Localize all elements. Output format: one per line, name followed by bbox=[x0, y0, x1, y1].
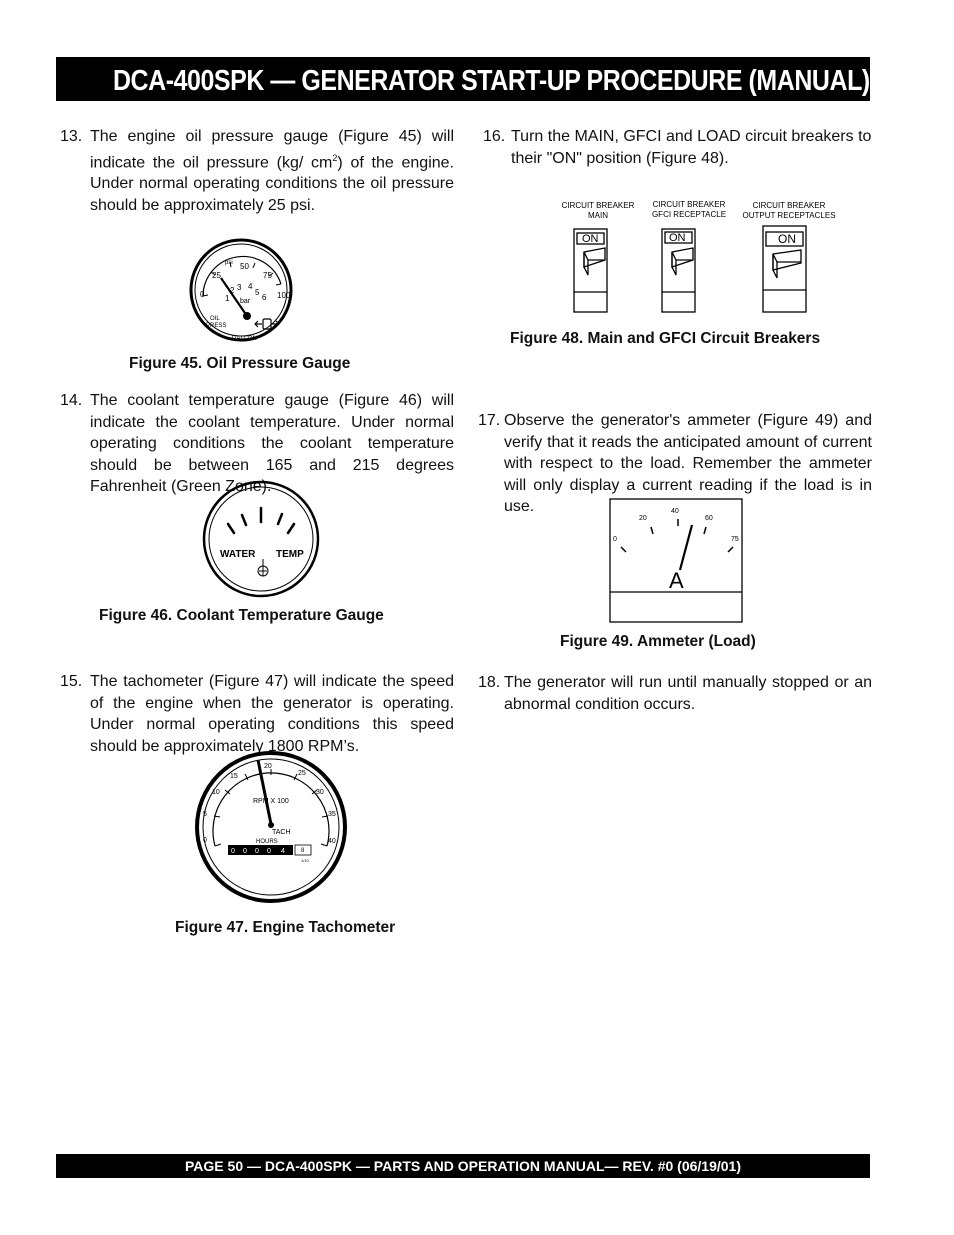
page-footer: PAGE 50 — DCA-400SPK — PARTS AND OPERATION MANUAL— REV. #0 (06/19/01) bbox=[185, 1158, 741, 1174]
svg-text:5: 5 bbox=[203, 811, 207, 818]
svg-text:75: 75 bbox=[263, 271, 272, 280]
svg-text:40: 40 bbox=[671, 508, 679, 515]
svg-text:35: 35 bbox=[328, 811, 336, 818]
figure-45-caption: Figure 45. Oil Pressure Gauge bbox=[129, 355, 351, 372]
ammeter-needle bbox=[680, 525, 692, 570]
svg-text:CIRCUIT BREAKER: CIRCUIT BREAKER bbox=[561, 201, 635, 210]
svg-text:100: 100 bbox=[277, 291, 291, 300]
svg-text:OIL: OIL bbox=[210, 316, 220, 322]
step-text: The engine oil pressure gauge (Figure 45) will indicate the oil pressure (kg/ $cm^2$) of the engine. Under normal operating conditions the oil pressure should be approximately 25 psi. bbox=[90, 128, 455, 214]
svg-text:75: 75 bbox=[731, 536, 739, 543]
step-text: The tachometer (Figure 47) will indicate the speed of the engine when the generator is operating. Under normal operating conditions this speed should be approximately 1800 RPM’s. bbox=[90, 673, 454, 755]
svg-text:20: 20 bbox=[639, 515, 647, 522]
svg-text:ON: ON bbox=[582, 233, 599, 245]
svg-text:ON: ON bbox=[669, 232, 686, 244]
svg-text:bar: bar bbox=[240, 298, 251, 305]
circuit-breakers-diagram bbox=[555, 196, 845, 318]
step-text: Turn the MAIN, GFCI and LOAD circuit breakers to their "ON" position (Figure 48). bbox=[511, 128, 872, 167]
step-number: 18. bbox=[478, 674, 501, 691]
thermometer-icon bbox=[258, 559, 268, 576]
svg-text:0: 0 bbox=[267, 848, 271, 855]
figure-47-caption: Figure 47. Engine Tachometer bbox=[175, 919, 396, 936]
svg-text:4: 4 bbox=[281, 848, 285, 855]
page-title: DCA-400SPK — GENERATOR START-UP PROCEDURE (MANUAL) bbox=[112, 65, 870, 97]
svg-text:40: 40 bbox=[328, 838, 336, 845]
step-text: Observe the generator's ammeter (Figure 49) and verify that it reads the anticipated amount of current with respect to the load. Remember the ammeter will only display a current reading if the load is in use. bbox=[504, 412, 872, 515]
svg-text:30: 30 bbox=[316, 789, 324, 796]
step-number: 16. bbox=[483, 128, 506, 145]
step-text: The generator will run until manually stopped or an abnormal condition occurs. bbox=[504, 674, 872, 713]
svg-text:0: 0 bbox=[243, 848, 247, 855]
step-number: 14. bbox=[60, 392, 83, 409]
svg-text:OUTPUT RECEPTACLES: OUTPUT RECEPTACLES bbox=[742, 211, 836, 220]
svg-text:0: 0 bbox=[203, 837, 207, 844]
figure-49-caption: Figure 49. Ammeter (Load) bbox=[560, 633, 756, 650]
page-footer-bar bbox=[56, 1154, 870, 1178]
svg-text:0: 0 bbox=[231, 848, 235, 855]
svg-text:CIRCUIT BREAKER: CIRCUIT BREAKER bbox=[652, 200, 726, 209]
svg-text:10: 10 bbox=[212, 789, 220, 796]
figure-48-caption: Figure 48. Main and GFCI Circuit Breakers bbox=[510, 330, 821, 347]
svg-text:25: 25 bbox=[212, 271, 221, 280]
step-text: The coolant temperature gauge (Figure 46) will indicate the coolant temperature. Under normal operating conditions the coolant temperature should be between 165 and 215 degrees Fahrenheit (Green Zone). bbox=[90, 392, 454, 495]
svg-text:HOURS: HOURS bbox=[256, 839, 278, 845]
svg-text:0: 0 bbox=[255, 848, 259, 855]
svg-text:1/10: 1/10 bbox=[301, 858, 309, 863]
svg-text:DATCON: DATCON bbox=[232, 336, 257, 342]
page-title-bar bbox=[56, 57, 870, 101]
svg-text:6: 6 bbox=[262, 293, 267, 302]
svg-text:WATER: WATER bbox=[220, 549, 256, 560]
svg-text:5: 5 bbox=[255, 288, 260, 297]
ammeter bbox=[608, 497, 745, 625]
svg-text:psi: psi bbox=[225, 260, 233, 266]
figure-46-caption: Figure 46. Coolant Temperature Gauge bbox=[99, 607, 384, 624]
svg-text:50: 50 bbox=[240, 262, 249, 271]
svg-text:CIRCUIT BREAKER: CIRCUIT BREAKER bbox=[752, 201, 826, 210]
step-number: 17. bbox=[478, 412, 501, 429]
svg-text:0: 0 bbox=[613, 536, 617, 543]
step-number: 15. bbox=[60, 673, 83, 690]
svg-text:8: 8 bbox=[301, 848, 305, 854]
svg-text:4: 4 bbox=[248, 282, 253, 291]
svg-text:ON: ON bbox=[778, 232, 796, 246]
oil-pressure-gauge bbox=[185, 238, 297, 346]
step-number: 13. bbox=[60, 128, 83, 145]
svg-text:60: 60 bbox=[705, 515, 713, 522]
svg-text:MAIN: MAIN bbox=[588, 211, 608, 220]
svg-text:20: 20 bbox=[264, 763, 272, 770]
svg-text:PRESS: PRESS bbox=[206, 323, 227, 329]
engine-tachometer bbox=[195, 750, 347, 904]
svg-text:25: 25 bbox=[298, 770, 306, 777]
svg-text:TEMP: TEMP bbox=[276, 549, 304, 560]
svg-text:2: 2 bbox=[230, 286, 235, 295]
svg-text:0: 0 bbox=[200, 290, 205, 299]
svg-text:1: 1 bbox=[225, 294, 230, 303]
svg-text:TACH: TACH bbox=[272, 829, 291, 836]
svg-text:RPM X 100: RPM X 100 bbox=[253, 798, 289, 805]
coolant-temperature-gauge bbox=[202, 480, 320, 598]
svg-text:3: 3 bbox=[237, 283, 242, 292]
svg-text:GFCI RECEPTACLE: GFCI RECEPTACLE bbox=[651, 210, 727, 219]
svg-text:15: 15 bbox=[230, 773, 238, 780]
svg-text:A: A bbox=[669, 568, 684, 593]
